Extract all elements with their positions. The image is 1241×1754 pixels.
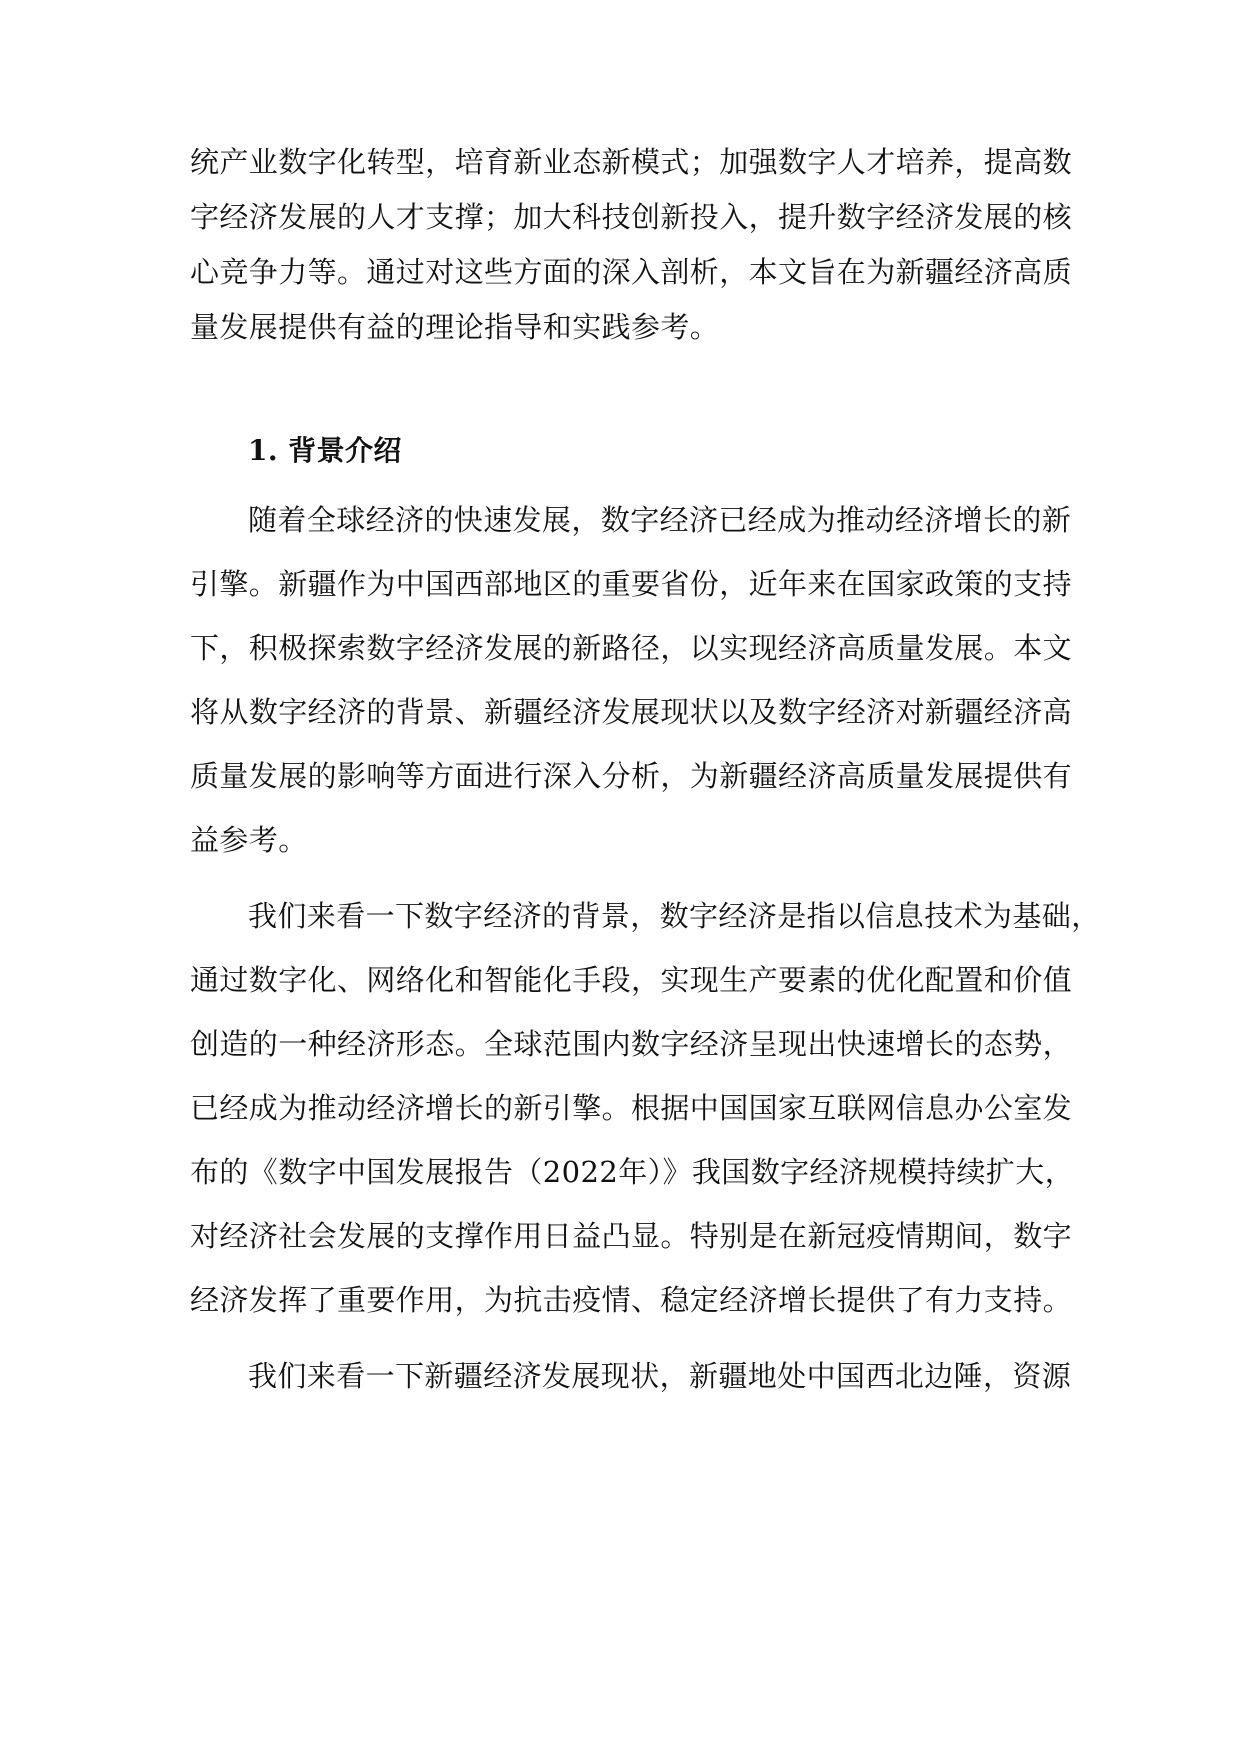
paragraph1-line-2: 引擎。新疆作为中国西部地区的重要省份，近年来在国家政策的支持 bbox=[190, 567, 1073, 601]
paragraph1-line-1: 随着全球经济的快速发展，数字经济已经成为推动经济增长的新 bbox=[248, 503, 1072, 537]
intro-line-3: 心竞争力等。通过对这些方面的深入剖析，本文旨在为新疆经济高质 bbox=[190, 255, 1073, 289]
paragraph1-line-5: 质量发展的影响等方面进行深入分析，为新疆经济高质量发展提供有 bbox=[190, 759, 1073, 793]
paragraph2-line-7: 经济发挥了重要作用，为抗击疫情、稳定经济增长提供了有力支持。 bbox=[190, 1283, 1073, 1317]
paragraph2-line-1: 我们来看一下数字经济的背景，数字经济是指以信息技术为基础， bbox=[248, 899, 1101, 933]
section-heading: 1. 背景介绍 bbox=[248, 434, 402, 467]
paragraph1-line-6: 益参考。 bbox=[190, 823, 308, 857]
paragraph2-line-6: 对经济社会发展的支撑作用日益凸显。特别是在新冠疫情期间，数字 bbox=[190, 1219, 1073, 1253]
intro-line-2: 字经济发展的人才支撑；加大科技创新投入，提升数字经济发展的核 bbox=[190, 200, 1073, 234]
intro-line-4: 量发展提供有益的理论指导和实践参考。 bbox=[190, 310, 720, 344]
intro-line-1: 统产业数字化转型，培育新业态新模式；加强数字人才培养，提高数 bbox=[190, 145, 1073, 179]
paragraph2-line-5: 布的《数字中国发展报告（2022年）》我国数字经济规模持续扩大， bbox=[190, 1155, 1075, 1189]
paragraph3-line-1: 我们来看一下新疆经济发展现状，新疆地处中国西北边陲，资源 bbox=[248, 1359, 1072, 1393]
paragraph1-line-3: 下，积极探索数字经济发展的新路径，以实现经济高质量发展。本文 bbox=[190, 631, 1073, 665]
paragraph1-line-4: 将从数字经济的背景、新疆经济发展现状以及数字经济对新疆经济高 bbox=[190, 695, 1073, 729]
paragraph2-line-2: 通过数字化、网络化和智能化手段，实现生产要素的优化配置和价值 bbox=[190, 963, 1073, 997]
paragraph2-line-3: 创造的一种经济形态。全球范围内数字经济呈现出快速增长的态势， bbox=[190, 1027, 1073, 1061]
paragraph2-line-4: 已经成为推动经济增长的新引擎。根据中国国家互联网信息办公室发 bbox=[190, 1091, 1073, 1125]
